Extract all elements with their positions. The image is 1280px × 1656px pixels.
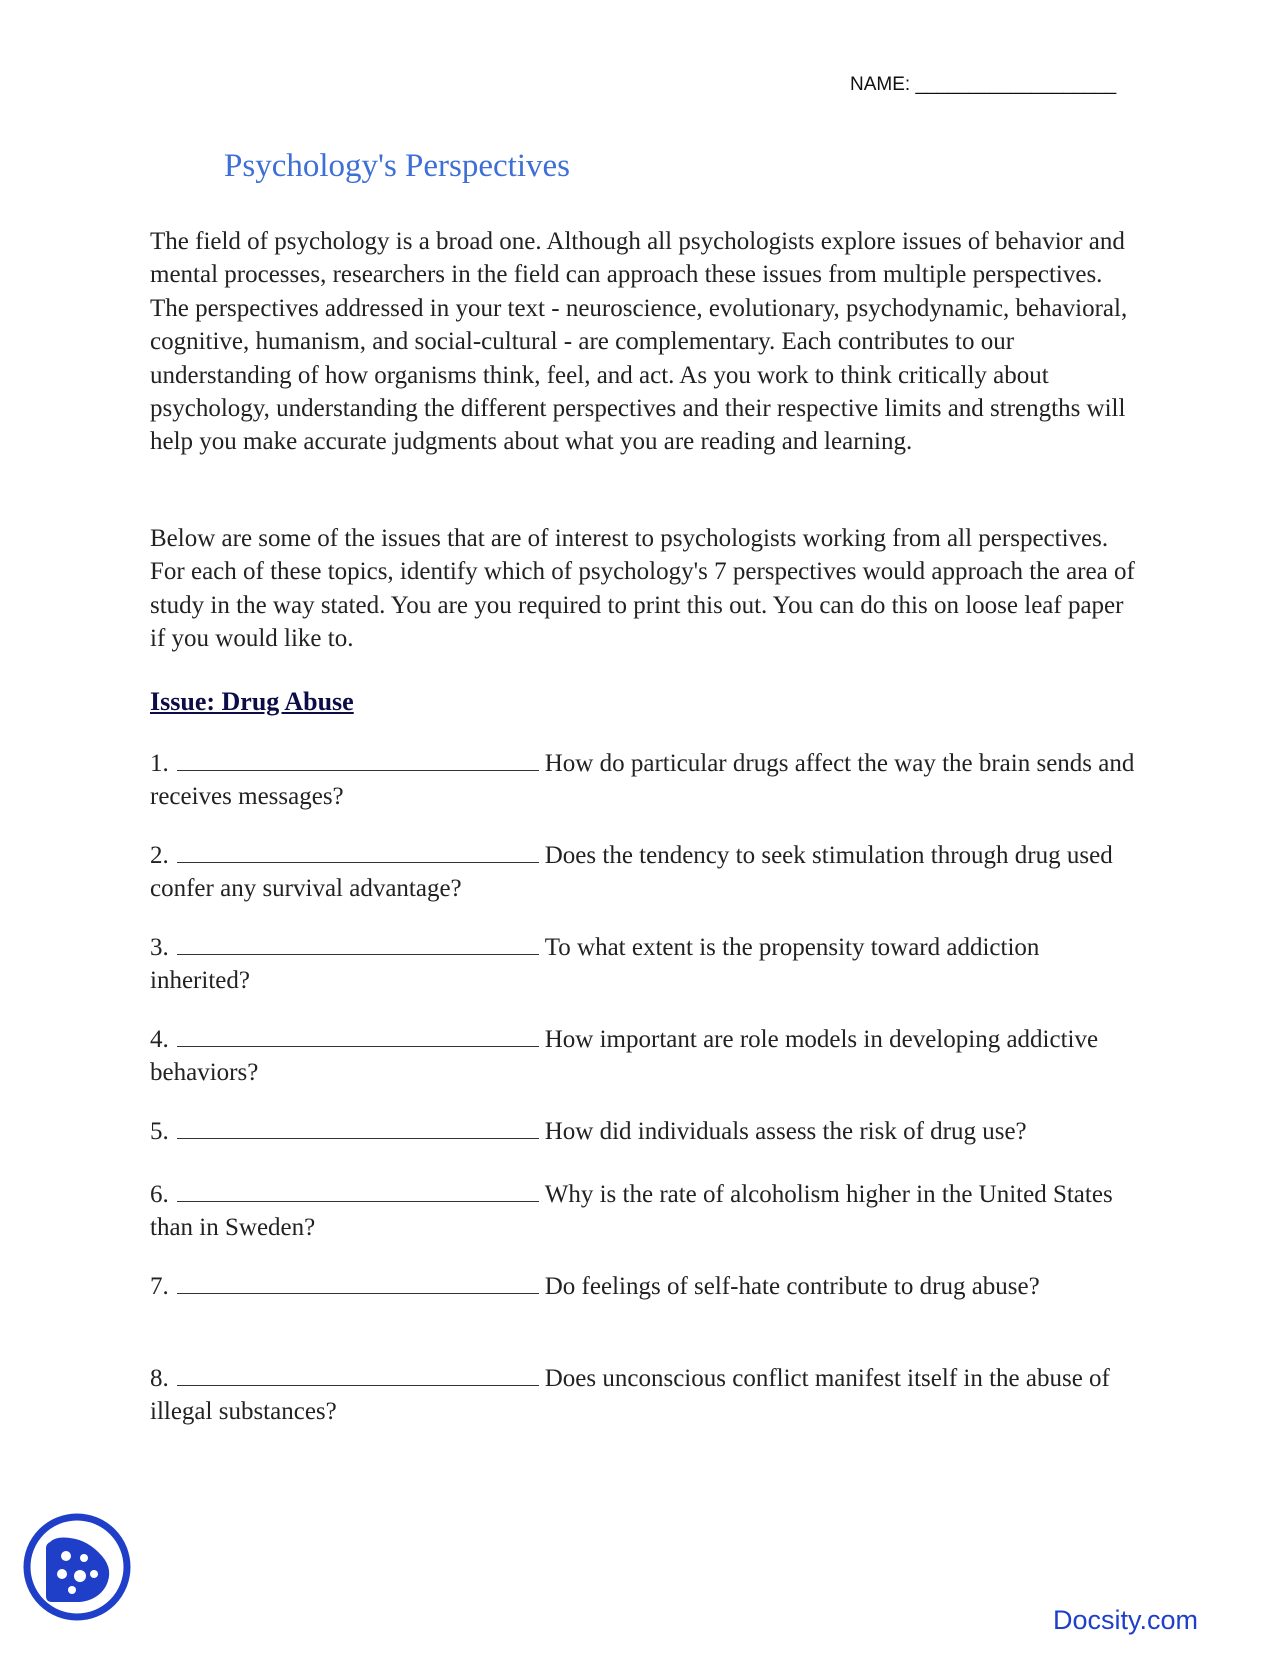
question-item [150, 1270, 1140, 1303]
question-number: 3. [150, 934, 169, 961]
answer-blank[interactable] [177, 748, 539, 771]
question-item [150, 1115, 1140, 1148]
question-item [150, 839, 1140, 905]
answer-blank[interactable] [177, 1024, 539, 1047]
answer-blank[interactable] [177, 1179, 539, 1202]
question-text: Does the tendency to seek stimulation through drug used confer any survival advantage? [150, 842, 1113, 902]
question-item [150, 747, 1140, 813]
question-number: 8. [150, 1365, 169, 1392]
question-text: To what extent is the propensity toward addiction inherited? [150, 934, 1040, 994]
question-text: Does unconscious conflict manifest itself in the abuse of illegal substances? [150, 1365, 1110, 1425]
answer-blank[interactable] [177, 1271, 539, 1294]
answer-blank[interactable] [177, 840, 539, 863]
question-text: Do feelings of self-hate contribute to drug abuse? [544, 1273, 1040, 1300]
question-item [150, 1023, 1140, 1089]
answer-blank[interactable] [177, 1363, 539, 1386]
question-text: How do particular drugs affect the way the brain sends and receives messages? [150, 750, 1135, 810]
question-number: 2. [150, 842, 169, 869]
question-number: 6. [150, 1181, 169, 1208]
name-field[interactable]: NAME: ___________________ [850, 74, 1117, 95]
question-text: How important are role models in developing addictive behaviors? [150, 1026, 1099, 1086]
question-item [150, 1362, 1140, 1428]
question-number: 4. [150, 1026, 169, 1053]
instructions-paragraph: Below are some of the issues that are of interest to psychologists working from all perspectives. For each of these topics, identify which of psychology's 7 perspectives would approach the area of study in the way stated. You are you required to print this out. You can do this on loose leaf paper if you would like to. [150, 525, 1135, 653]
footer-brand[interactable]: Docsity.com [1052, 1605, 1198, 1635]
answer-blank[interactable] [177, 1116, 539, 1139]
intro-paragraph: The field of psychology is a broad one. Although all psychologists explore issues of behavior and mental processes, researchers in the field can approach these issues from multiple perspectives. The perspectives addressed in your text - neuroscience, evolutionary, psychodynamic, behavioral, cognitive, humanism, and social-cultural - are complementary. Each contributes to our understanding of how organisms think, feel, and act. As you work to think critically about psychology, understanding the different perspectives and their respective limits and strengths will help you make accurate judgments about what you are reading and learning. [150, 228, 1128, 456]
question-number: 5. [150, 1118, 169, 1145]
question-number: 7. [150, 1273, 169, 1300]
question-text: Why is the rate of alcoholism higher in the United States than in Sweden? [150, 1181, 1113, 1241]
question-number: 1. [150, 750, 169, 777]
question-item [150, 1178, 1140, 1244]
question-item [150, 931, 1140, 997]
question-text: How did individuals assess the risk of drug use? [544, 1118, 1027, 1145]
issue-heading: Issue: Drug Abuse [150, 687, 354, 716]
docsity-logo-icon[interactable] [22, 1512, 132, 1622]
answer-blank[interactable] [177, 932, 539, 955]
page-title: Psychology's Perspectives [224, 148, 571, 184]
